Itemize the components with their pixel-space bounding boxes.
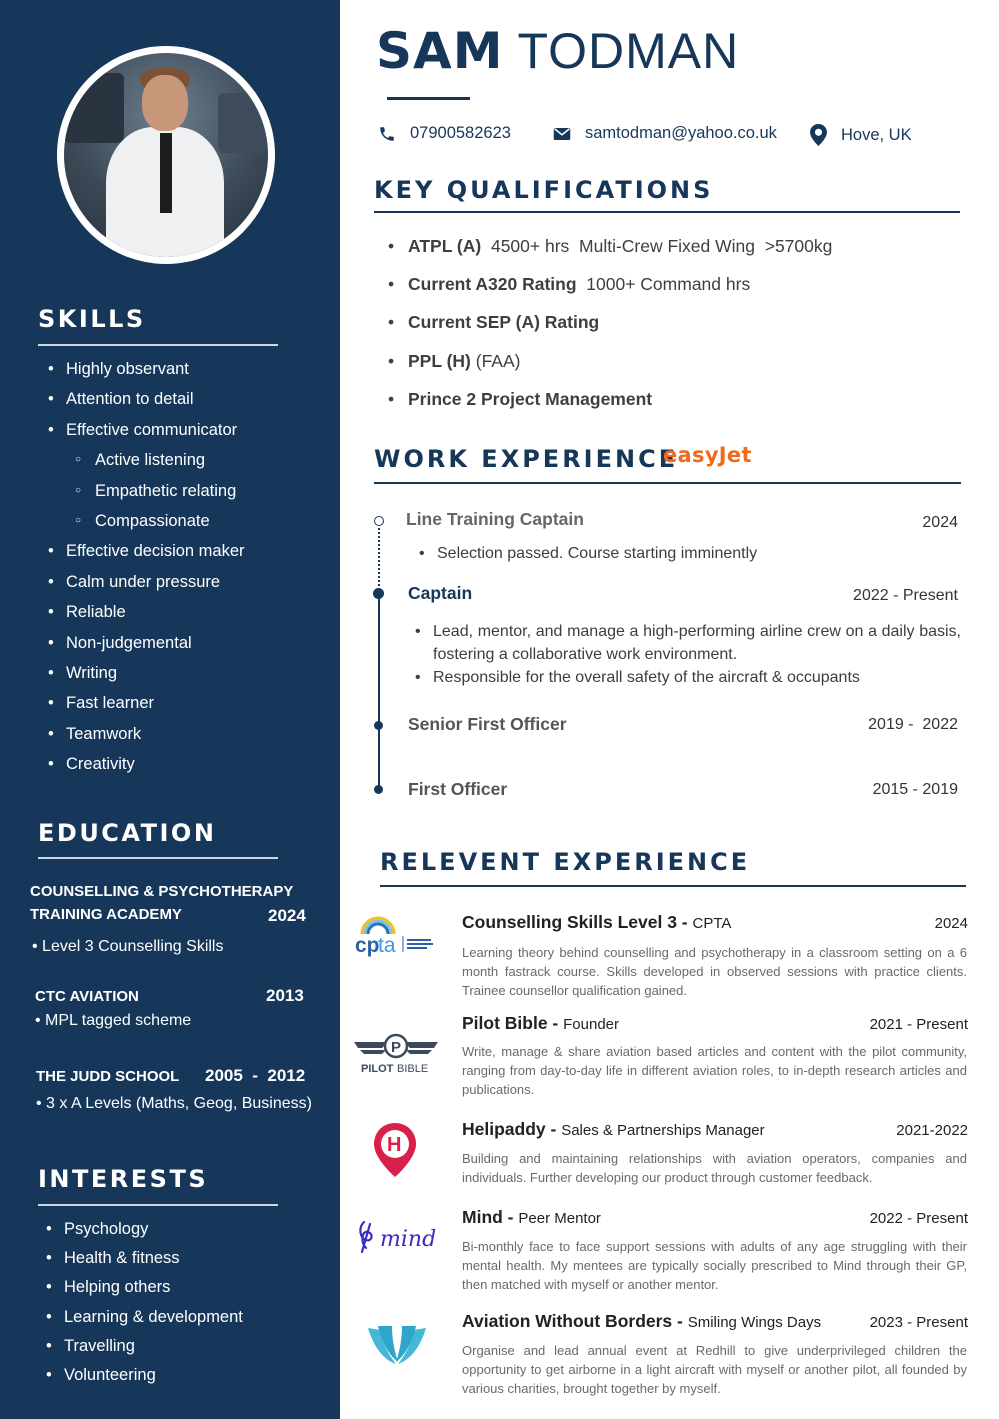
- qualification-item: • Prince 2 Project Management: [408, 385, 832, 423]
- relevant-title: Counselling Skills Level 3 - CPTA: [462, 912, 732, 932]
- timeline-marker: [374, 785, 383, 794]
- relevant-title: Mind - Peer Mentor: [462, 1207, 601, 1227]
- mind-logo: [356, 1216, 442, 1256]
- education-entry: [30, 880, 330, 955]
- interests-list: [64, 1215, 243, 1390]
- skills-heading: SKILLS: [38, 305, 146, 333]
- education-institution: TRAINING ACADEMY: [30, 906, 182, 923]
- relevant-date: 2024: [934, 915, 968, 932]
- relevant-description: Write, manage & share aviation based articles and content with the pilot community, ranging from day-to-day life in different aviation roles, to in-depth research articles and publications.: [462, 1044, 967, 1098]
- skill-item: • Writing: [66, 658, 245, 688]
- svg-text:ta: ta: [378, 934, 396, 957]
- interest-item: • Psychology: [64, 1215, 243, 1244]
- skill-item: • Non-judgemental: [66, 628, 245, 658]
- relevant-description: Building and maintaining relationships with aviation operators, companies and individuals. Further developing our product through customer feedback.: [462, 1151, 967, 1186]
- skill-item: • Effective decision maker: [66, 536, 245, 566]
- qualification-item: • Current A320 Rating 1000+ Command hrs: [408, 270, 832, 308]
- email-address[interactable]: samtodman@yahoo.co.uk: [585, 124, 777, 142]
- relevant-date: 2021 - Present: [869, 1016, 968, 1033]
- pilot-bible-logo: [352, 1028, 442, 1078]
- skill-subitem: ○ Active listening: [66, 445, 245, 475]
- skill-item: • Calm under pressure: [66, 567, 245, 597]
- education-institution: COUNSELLING & PSYCHOTHERAPY: [30, 883, 294, 900]
- contact-location: [810, 124, 912, 146]
- education-divider: [38, 857, 278, 859]
- interest-item: • Learning & development: [64, 1303, 243, 1332]
- job-date: 2015 - 2019: [872, 781, 958, 798]
- sidebar: [0, 0, 340, 1419]
- svg-text:PILOT: PILOT: [361, 1063, 394, 1075]
- education-item: • 3 x A Levels (Maths, Geog, Business): [36, 1095, 312, 1113]
- education-item: • MPL tagged scheme: [35, 1012, 191, 1030]
- job-date: 2022 - Present: [853, 587, 958, 604]
- skill-item: • Highly observant: [66, 354, 245, 384]
- location-text: Hove, UK: [841, 125, 912, 144]
- skill-item: • Teamwork: [66, 719, 245, 749]
- relevant-title: Aviation Without Borders - Smiling Wings Days: [462, 1311, 822, 1331]
- profile-photo: [57, 46, 275, 264]
- work-experience-divider: [374, 482, 961, 484]
- qualification-item: • Current SEP (A) Rating: [408, 308, 832, 346]
- job-title: First Officer: [408, 779, 508, 799]
- name-underline: [387, 97, 470, 100]
- full-name: [376, 22, 739, 80]
- relevant-description: Bi-monthly face to face support sessions with adults of any age struggling with their mental health. My mentees are typically socially prescribed to Mind through their GP, then matched with myself or another mentor.: [462, 1239, 967, 1293]
- education-item: • Level 3 Counselling Skills: [32, 938, 223, 956]
- education-year: 2024: [268, 906, 306, 925]
- relevant-date: 2022 - Present: [869, 1210, 968, 1227]
- interest-item: • Volunteering: [64, 1361, 243, 1390]
- map-pin-icon: [810, 124, 827, 146]
- skill-item: • Effective communicator: [66, 415, 245, 445]
- interest-item: • Helping others: [64, 1273, 243, 1302]
- timeline-marker: [373, 588, 384, 599]
- cpta-logo: [354, 914, 444, 958]
- svg-text:mind: mind: [380, 1227, 437, 1252]
- job-bullet: • Selection passed. Course starting imminently: [437, 542, 957, 565]
- svg-text:BIBLE: BIBLE: [397, 1063, 429, 1075]
- qualification-item: • ATPL (A) 4500+ hrs Multi-Crew Fixed Wing >5700kg: [408, 232, 832, 270]
- contact-email: [553, 124, 777, 143]
- svg-text:P: P: [391, 1039, 402, 1056]
- education-entry: [30, 985, 330, 1029]
- education-institution: THE JUDD SCHOOL: [36, 1068, 180, 1085]
- education-heading: EDUCATION: [38, 819, 217, 847]
- skill-item: • Fast learner: [66, 688, 245, 718]
- qualifications-list: [408, 232, 832, 423]
- skills-list: [66, 354, 245, 779]
- skill-subitem: ○ Empathetic relating: [66, 476, 245, 506]
- relevant-experience-heading: RELEVENT EXPERIENCE: [380, 848, 751, 876]
- qualifications-heading: KEY QUALIFICATIONS: [374, 176, 714, 204]
- interests-heading: INTERESTS: [38, 1165, 209, 1193]
- aviation-without-borders-logo: [366, 1324, 428, 1368]
- timeline-marker: [374, 721, 383, 730]
- job-date: 2019 - 2022: [868, 716, 958, 733]
- skills-divider: [38, 344, 278, 346]
- skill-subitem: ○ Compassionate: [66, 506, 245, 536]
- skill-item: • Reliable: [66, 597, 245, 627]
- timeline-marker-open: [374, 516, 384, 526]
- education-entry: [30, 1065, 330, 1112]
- phone-icon: [378, 125, 396, 143]
- interest-item: • Health & fitness: [64, 1244, 243, 1273]
- svg-text:H: H: [387, 1134, 402, 1156]
- relevant-description: Learning theory behind counselling and psychotherapy in a classroom setting on a 6 month fastrack course. Skills developed in observed sessions with practice clients. Trainee counsellor qualification gained.: [462, 945, 967, 999]
- job-bullet: • Responsible for the overall safety of the aircraft & occupants: [433, 666, 961, 689]
- job-title: Captain: [408, 583, 473, 603]
- education-year: 2005 - 2012: [205, 1066, 306, 1085]
- helipaddy-logo: [372, 1121, 418, 1179]
- relevant-experience-divider: [380, 885, 966, 887]
- job-title: Line Training Captain: [406, 509, 584, 529]
- relevant-date: 2023 - Present: [869, 1314, 968, 1331]
- job-bullet: • Lead, mentor, and manage a high-performing airline crew on a daily basis, fostering a collaborative work environment.: [433, 620, 961, 666]
- qualifications-divider: [374, 211, 960, 213]
- timeline-line: [378, 594, 380, 790]
- easyjet-logo: easyJet: [663, 443, 752, 467]
- relevant-title: Helipaddy - Sales & Partnerships Manager: [462, 1119, 765, 1139]
- svg-text:cp: cp: [355, 934, 380, 957]
- education-year: 2013: [266, 986, 304, 1005]
- qualification-item: • PPL (H) (FAA): [408, 347, 832, 385]
- education-institution: CTC AVIATION: [35, 988, 139, 1005]
- contact-phone: [378, 124, 511, 143]
- relevant-date: 2021-2022: [896, 1122, 968, 1139]
- last-name: TODMAN: [517, 23, 740, 79]
- first-name: SAM: [376, 22, 504, 80]
- interest-item: • Travelling: [64, 1332, 243, 1361]
- skill-item: • Creativity: [66, 749, 245, 779]
- work-experience-heading: WORK EXPERIENCE: [374, 445, 679, 473]
- skill-item: • Attention to detail: [66, 384, 245, 414]
- interests-divider: [38, 1204, 278, 1206]
- relevant-title: Pilot Bible - Founder: [462, 1013, 619, 1033]
- envelope-icon: [553, 126, 571, 142]
- job-date: 2024: [922, 514, 958, 531]
- job-title: Senior First Officer: [408, 714, 567, 734]
- phone-number[interactable]: 07900582623: [410, 124, 511, 142]
- relevant-description: Organise and lead annual event at Redhill to give underprivileged children the opportunity to get airborne in a light aircraft with myself or another pilot, all founded by various charities, brought together by myself.: [462, 1343, 967, 1397]
